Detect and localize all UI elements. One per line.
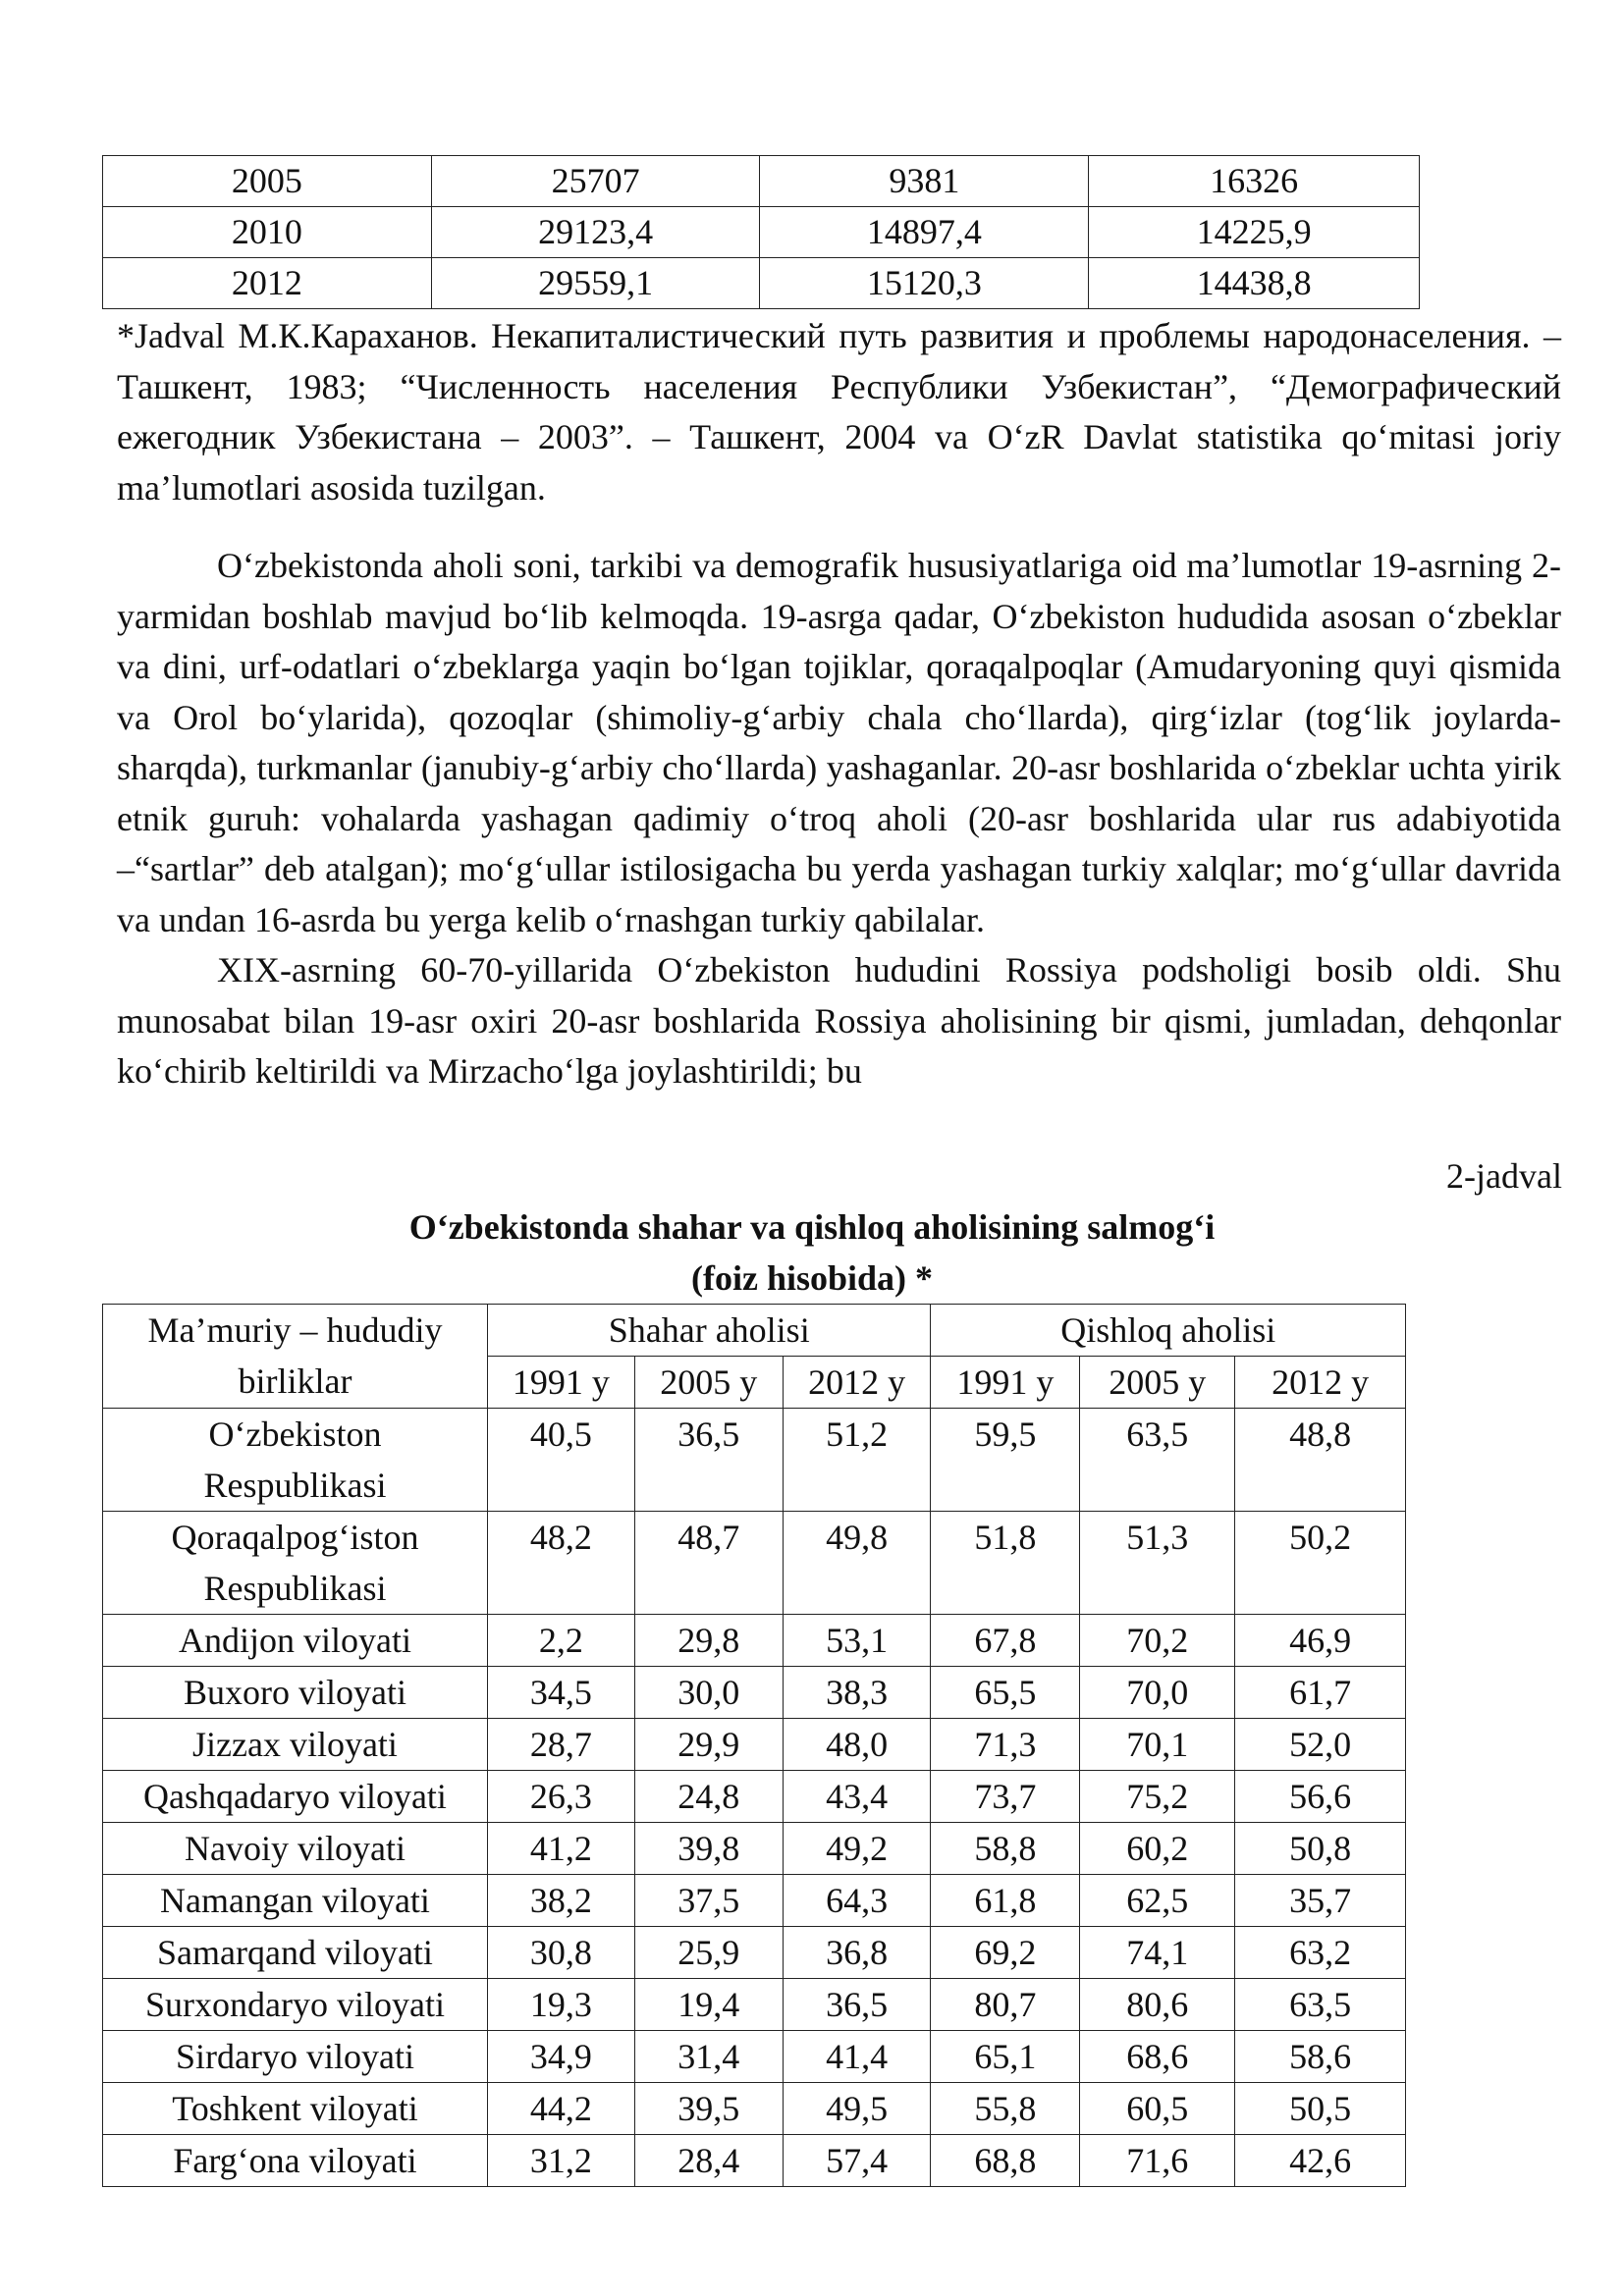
value-cell: 61,7 [1235, 1667, 1406, 1719]
value-cell: 34,9 [487, 2031, 634, 2083]
value-cell: 51,8 [931, 1512, 1080, 1615]
value-cell: 70,1 [1080, 1719, 1235, 1771]
value-cell: 29,9 [634, 1719, 783, 1771]
value-cell: 36,8 [783, 1927, 931, 1979]
value-cell: 60,5 [1080, 2083, 1235, 2135]
value-cell: 37,5 [634, 1875, 783, 1927]
table-row [103, 258, 1420, 309]
value-cell: 24,8 [634, 1771, 783, 1823]
value-cell: 80,7 [931, 1979, 1080, 2031]
value-cell: 36,5 [634, 1409, 783, 1512]
value-cell: 29,8 [634, 1615, 783, 1667]
table-cell: 2010 [103, 207, 432, 258]
table-row [103, 2083, 1406, 2135]
table-row [103, 1719, 1406, 1771]
table-row [103, 2135, 1406, 2187]
region-name: O‘zbekiston Respublikasi [103, 1409, 488, 1512]
region-name: Jizzax viloyati [103, 1719, 488, 1771]
value-cell: 36,5 [783, 1979, 931, 2031]
value-cell: 65,1 [931, 2031, 1080, 2083]
value-cell: 55,8 [931, 2083, 1080, 2135]
value-cell: 39,8 [634, 1823, 783, 1875]
region-name: Andijon viloyati [103, 1615, 488, 1667]
value-cell: 35,7 [1235, 1875, 1406, 1927]
table-row [103, 1409, 1406, 1512]
region-name: Toshkent viloyati [103, 2083, 488, 2135]
table-row [103, 207, 1420, 258]
value-cell: 48,7 [634, 1512, 783, 1615]
header-year: 2005 y [1080, 1357, 1235, 1409]
region-name: Qashqadaryo viloyati [103, 1771, 488, 1823]
value-cell: 44,2 [487, 2083, 634, 2135]
table-source-note: *Jadval М.К.Караханов. Некапиталистический путь развития и проблемы народонаселения. – Ташкент, 1983; “Численность населения Республики Узбекистан”, “Демографический ежегодник Узбекистана – 2003”. – Ташкент, 2004 va O‘zR Davlat statistika qo‘mitasi joriy ma’lumotlari asosida tuzilgan. [117, 316, 1561, 507]
value-cell: 64,3 [783, 1875, 931, 1927]
header-unit: Ma’muriy – hududiy birliklar [103, 1305, 488, 1409]
table-row [103, 1771, 1406, 1823]
table-cell: 9381 [760, 156, 1089, 207]
value-cell: 68,6 [1080, 2031, 1235, 2083]
table-row [103, 156, 1420, 207]
value-cell: 48,8 [1235, 1409, 1406, 1512]
value-cell: 63,5 [1235, 1979, 1406, 2031]
table-row [103, 1512, 1406, 1615]
value-cell: 39,5 [634, 2083, 783, 2135]
header-urban: Shahar aholisi [487, 1305, 931, 1357]
value-cell: 62,5 [1080, 1875, 1235, 1927]
value-cell: 50,8 [1235, 1823, 1406, 1875]
value-cell: 58,6 [1235, 2031, 1406, 2083]
value-cell: 59,5 [931, 1409, 1080, 1512]
header-year: 2012 y [783, 1357, 931, 1409]
header-year: 1991 y [487, 1357, 634, 1409]
value-cell: 50,5 [1235, 2083, 1406, 2135]
table-title [0, 1201, 1624, 1304]
table-cell: 2012 [103, 258, 432, 309]
value-cell: 71,6 [1080, 2135, 1235, 2187]
value-cell: 68,8 [931, 2135, 1080, 2187]
value-cell: 65,5 [931, 1667, 1080, 1719]
value-cell: 43,4 [783, 1771, 931, 1823]
table-title-line: (foiz hisobida) * [690, 1258, 934, 1298]
value-cell: 49,8 [783, 1512, 931, 1615]
paragraph: O‘zbekistonda aholi soni, tarkibi va demografik hususiyatlariga oid ma’lumotlar 19-asrning 2-yarmidan boshlab mavjud bo‘lib kelmoqda. 19-asrga qadar, O‘zbekiston hududida asosan o‘zbeklar va dini, urf-odatlari o‘zbeklarga yaqin bo‘lgan tojiklar, qoraqalpoqlar (Amudaryoning quyi qismida va Orol bo‘ylarida), qozoqlar (shimoliy-g‘arbiy chala cho‘llarda), qirg‘izlar (tog‘lik joylarda-sharqda), turkmanlar (janubiy-g‘arbiy cho‘llarda) yashaganlar. 20-asr boshlarida o‘zbeklar uchta yirik etnik guruh: vohalarda yashagan qadimiy o‘troq aholi (20-asr boshlarida ular rus adabiyotida –“sartlar” deb atalgan); mo‘g‘ullar istilosigacha bu yerda yashagan turkiy xalqlar; mo‘g‘ullar davrida va undan 16-asrda bu yerga kelib o‘rnashgan turkiy qabilalar. [117, 546, 1561, 939]
table-row [103, 1823, 1406, 1875]
value-cell: 48,2 [487, 1512, 634, 1615]
value-cell: 49,5 [783, 2083, 931, 2135]
body-text [117, 541, 1561, 1097]
region-name: Navoiy viloyati [103, 1823, 488, 1875]
value-cell: 38,3 [783, 1667, 931, 1719]
value-cell: 38,2 [487, 1875, 634, 1927]
value-cell: 60,2 [1080, 1823, 1235, 1875]
table-cell: 14897,4 [760, 207, 1089, 258]
value-cell: 42,6 [1235, 2135, 1406, 2187]
header-year: 1991 y [931, 1357, 1080, 1409]
paragraph: XIX-asrning 60-70-yillarida O‘zbekiston hududini Rossiya podsholigi bosib oldi. Shu munosabat bilan 19-asr oxiri 20-asr boshlarida Rossiya aholisining bir qismi, jumladan, dehqonlar ko‘chirib keltirildi va Mirzacho‘lga joylashtirildi; bu [117, 950, 1561, 1091]
table-cell: 14438,8 [1089, 258, 1420, 309]
table-cell: 14225,9 [1089, 207, 1420, 258]
value-cell: 41,4 [783, 2031, 931, 2083]
region-name: Sirdaryo viloyati [103, 2031, 488, 2083]
value-cell: 31,2 [487, 2135, 634, 2187]
value-cell: 53,1 [783, 1615, 931, 1667]
population-table-continued [102, 155, 1420, 309]
region-name: Surxondaryo viloyati [103, 1979, 488, 2031]
value-cell: 74,1 [1080, 1927, 1235, 1979]
value-cell: 26,3 [487, 1771, 634, 1823]
urban-rural-share-table [102, 1304, 1406, 2187]
value-cell: 41,2 [487, 1823, 634, 1875]
table-row [103, 2031, 1406, 2083]
value-cell: 75,2 [1080, 1771, 1235, 1823]
region-name: Samarqand viloyati [103, 1927, 488, 1979]
table-cell: 2005 [103, 156, 432, 207]
value-cell: 25,9 [634, 1927, 783, 1979]
region-name: Farg‘ona viloyati [103, 2135, 488, 2187]
table-row [103, 1667, 1406, 1719]
table-row [103, 1979, 1406, 2031]
value-cell: 40,5 [487, 1409, 634, 1512]
value-cell: 51,3 [1080, 1512, 1235, 1615]
value-cell: 63,2 [1235, 1927, 1406, 1979]
table-row [103, 1927, 1406, 1979]
table-cell: 25707 [431, 156, 760, 207]
header-rural: Qishloq aholisi [931, 1305, 1406, 1357]
region-name: Buxoro viloyati [103, 1667, 488, 1719]
value-cell: 71,3 [931, 1719, 1080, 1771]
header-year: 2005 y [634, 1357, 783, 1409]
value-cell: 49,2 [783, 1823, 931, 1875]
table-cell: 29123,4 [431, 207, 760, 258]
value-cell: 28,7 [487, 1719, 634, 1771]
value-cell: 63,5 [1080, 1409, 1235, 1512]
value-cell: 46,9 [1235, 1615, 1406, 1667]
value-cell: 51,2 [783, 1409, 931, 1512]
table-cell: 29559,1 [431, 258, 760, 309]
table-number: 2-jadval [1446, 1156, 1562, 1196]
value-cell: 70,0 [1080, 1667, 1235, 1719]
table-cell: 16326 [1089, 156, 1420, 207]
value-cell: 52,0 [1235, 1719, 1406, 1771]
value-cell: 70,2 [1080, 1615, 1235, 1667]
table-row [103, 1875, 1406, 1927]
value-cell: 56,6 [1235, 1771, 1406, 1823]
value-cell: 31,4 [634, 2031, 783, 2083]
value-cell: 61,8 [931, 1875, 1080, 1927]
table-row [103, 1615, 1406, 1667]
value-cell: 69,2 [931, 1927, 1080, 1979]
value-cell: 50,2 [1235, 1512, 1406, 1615]
table-title-line: O‘zbekistonda shahar va qishloq aholisining salmog‘i [408, 1207, 1216, 1247]
value-cell: 58,8 [931, 1823, 1080, 1875]
value-cell: 19,3 [487, 1979, 634, 2031]
value-cell: 80,6 [1080, 1979, 1235, 2031]
value-cell: 67,8 [931, 1615, 1080, 1667]
region-name: Qoraqalpog‘iston Respublikasi [103, 1512, 488, 1615]
region-name: Namangan viloyati [103, 1875, 488, 1927]
value-cell: 34,5 [487, 1667, 634, 1719]
header-year: 2012 y [1235, 1357, 1406, 1409]
value-cell: 73,7 [931, 1771, 1080, 1823]
value-cell: 19,4 [634, 1979, 783, 2031]
value-cell: 30,8 [487, 1927, 634, 1979]
value-cell: 30,0 [634, 1667, 783, 1719]
value-cell: 2,2 [487, 1615, 634, 1667]
value-cell: 28,4 [634, 2135, 783, 2187]
value-cell: 57,4 [783, 2135, 931, 2187]
value-cell: 48,0 [783, 1719, 931, 1771]
table-cell: 15120,3 [760, 258, 1089, 309]
